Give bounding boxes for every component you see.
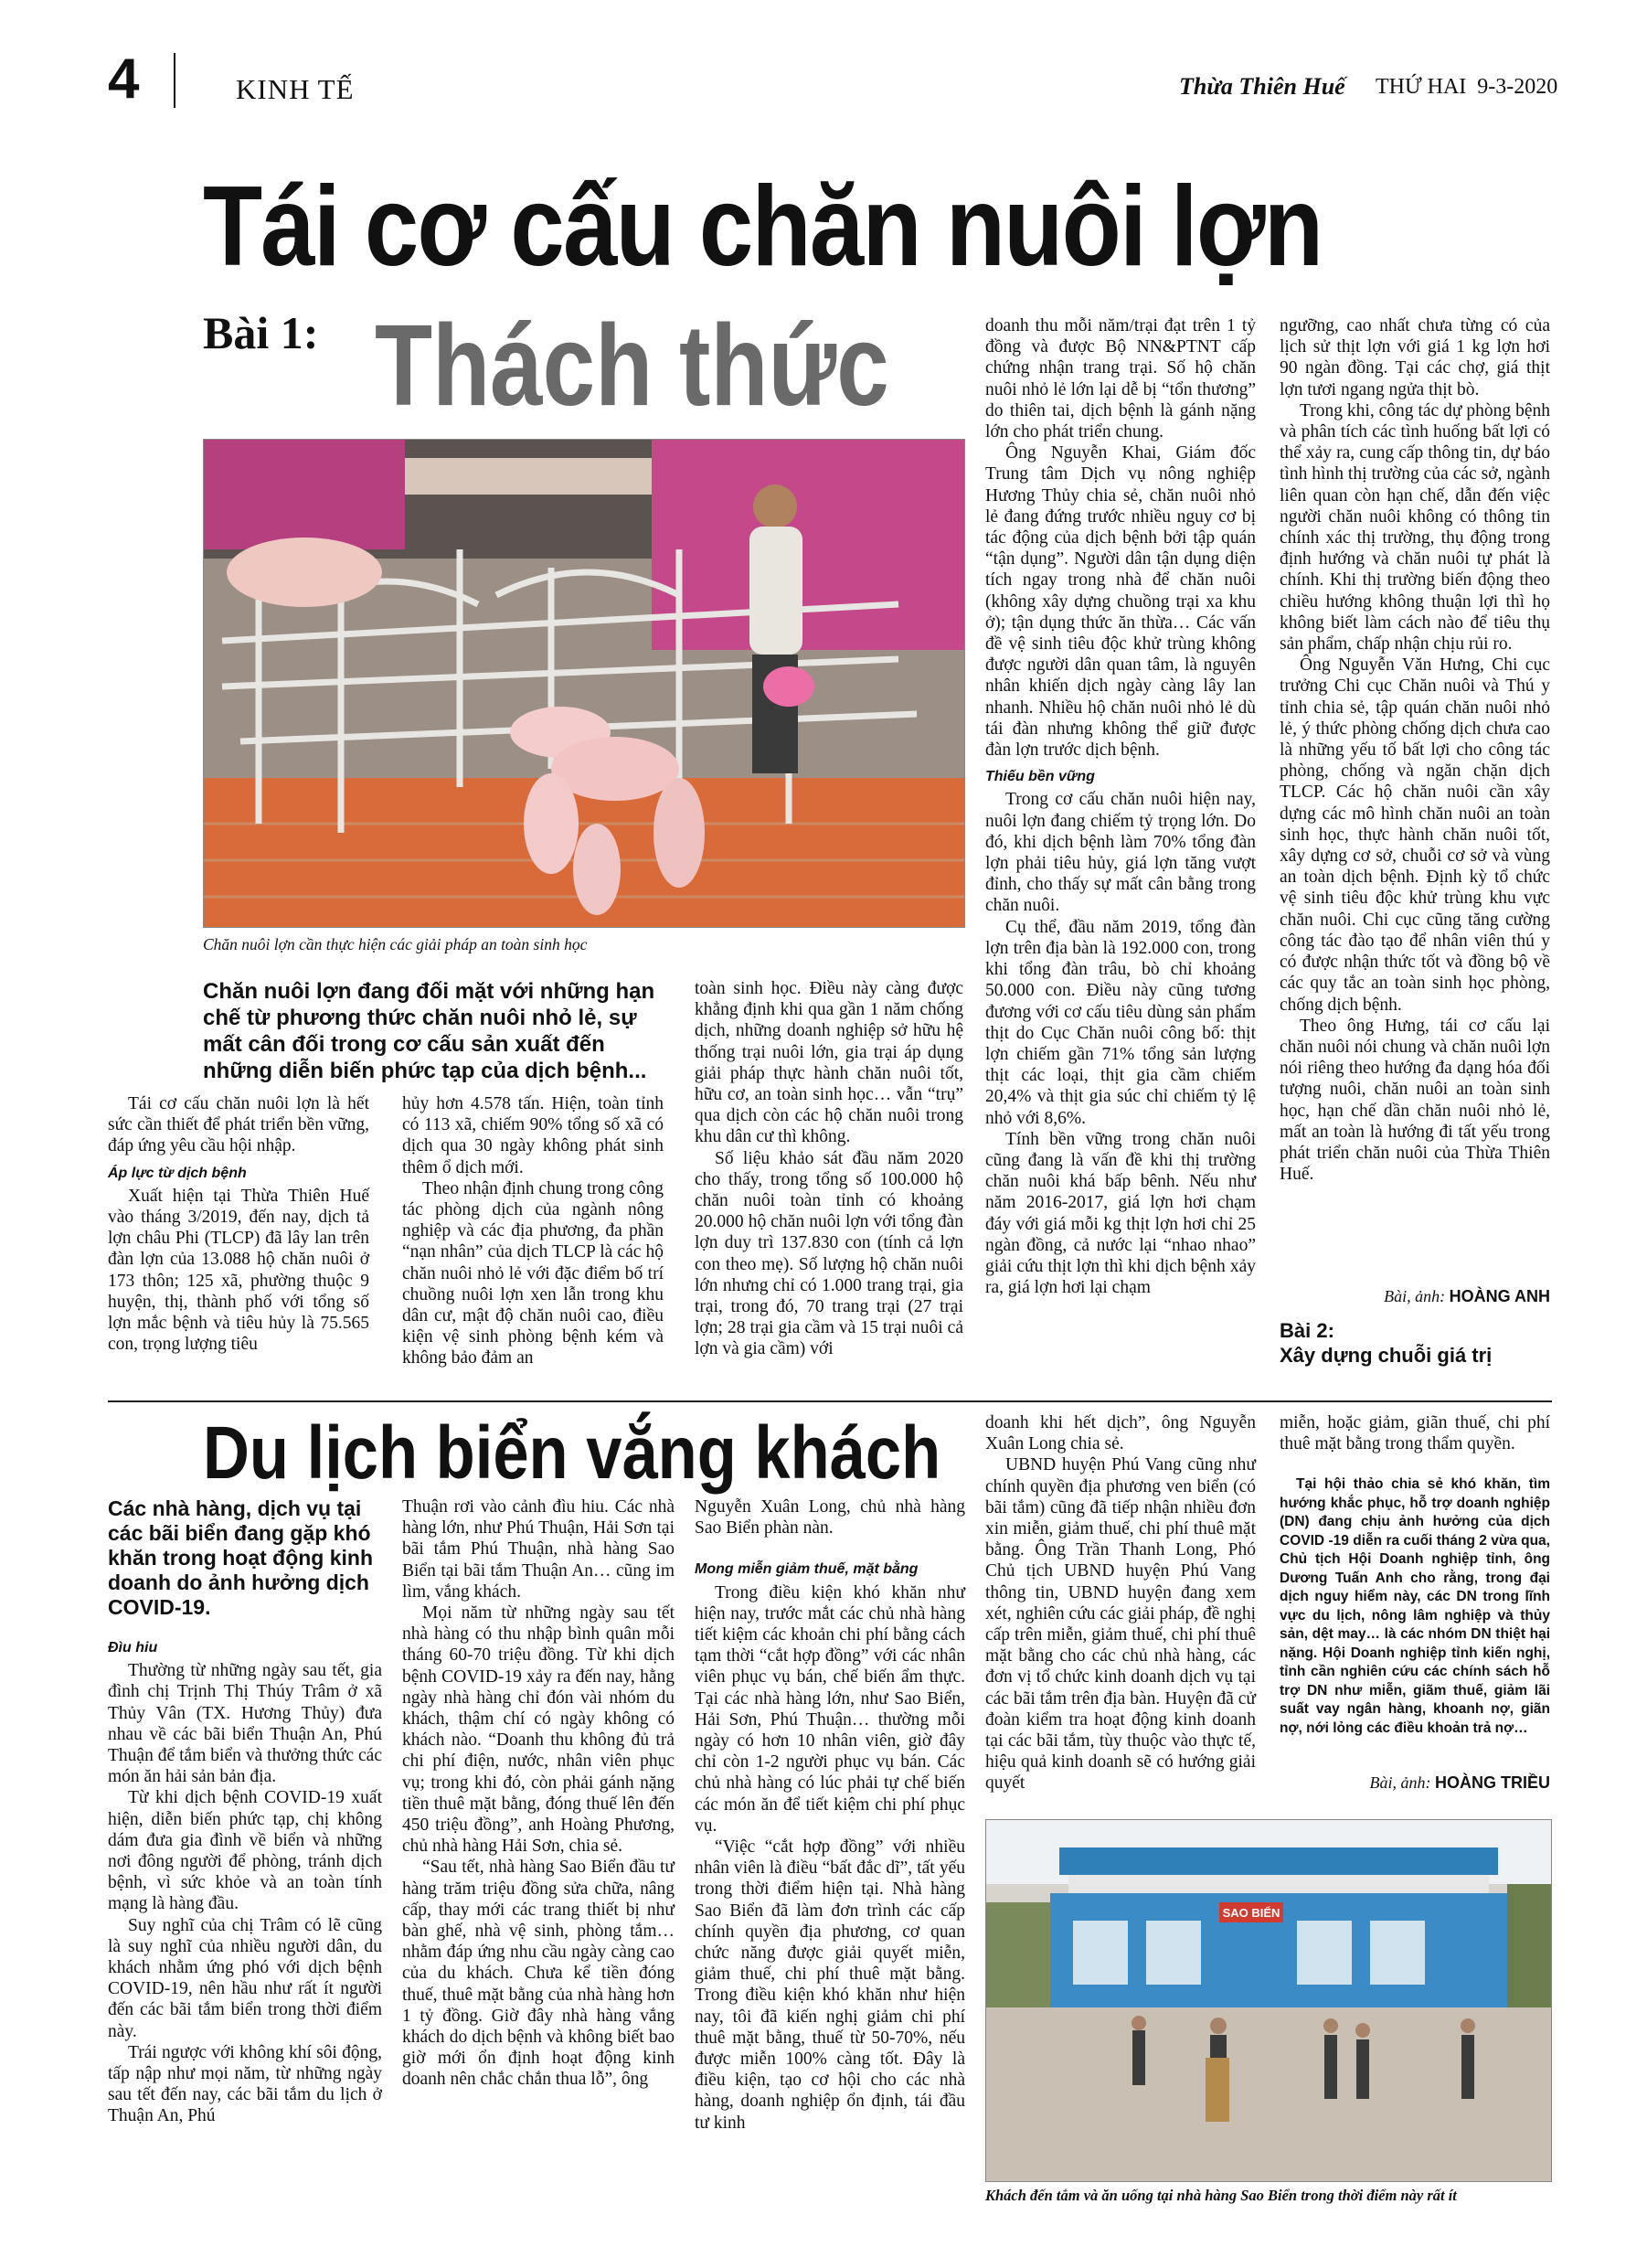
paragraph: Theo nhận định chung trong công tác phòng dịch của ngành nông nghiệp và các địa phương, đa phần “nạn nhân” của dịch TLCP là các hộ chăn nuôi nhỏ lẻ với đặc điểm bố trí chuồng nuôi lợn xen lẫn trong khu dân cư, mật độ chăn nuôi cao, điều kiện vệ sinh phòng bệnh kém và không bảo đảm an xyxy=(402,1178,664,1368)
pig-farm-photo xyxy=(203,439,965,928)
article1-col5 xyxy=(1280,315,1550,1185)
article2-col2 xyxy=(402,1496,675,2091)
paragraph: UBND huyện Phú Vang cũng như chính quyền địa phương ven biển (có bãi tắm) cũng đã tiếp nhận nhiều đơn xin miễn, giảm thuế, chi phí thuê mặt bằng. Ông Trần Thanh Long, Phó Chủ tịch UBND huyện Phú Vang thông tin, UBND huyện đang xem xét, nghiên cứu các giải pháp, đề nghị cấp trên miễn, giảm thuế, chi phí thuê mặt bằng cho các chủ nhà hàng, các đơn vị tổ chức kinh doanh dịch vụ tại các bãi tắm trên địa bàn. Huyện đã cử đoàn kiểm tra hoạt động kinh doanh tại các bãi tắm, tùy thuộc vào thực tế, hiệu quả kinh doanh sẽ có hướng giải quyết xyxy=(985,1455,1256,1794)
byline-name: HOÀNG ANH xyxy=(1449,1287,1550,1305)
info-box-text: Tại hội thảo chia sẻ khó khăn, tìm hướng khắc phục, hỗ trợ doanh nghiệp (DN) đang chịu ảnh hưởng của dịch COVID -19 diễn ra cuối tháng 2 vừa qua, Chủ tịch Hội Doanh nghiệp tỉnh, ông Dương Tuấn Anh cho rằng, trong đại dịch nguy hiểm này, các DN trong lĩnh vực du lịch, nông lâm nghiệp và thủy sản, dệt may… là các nhóm DN thiệt hại nặng. Hội Doanh nghiệp tỉnh kiến nghị, tỉnh cần nghiên cứu các chính sách hỗ trợ DN như miễn, giãm thuế, giảm lãi suất vay ngân hàng, khoanh nợ, giãn nợ, nới lỏng các điều khoản trả nợ… xyxy=(1280,1476,1550,1736)
subheading: Mong miễn giảm thuế, mặt bằng xyxy=(695,1561,919,1578)
issue-date: THỨ HAI 9-3-2020 xyxy=(1376,75,1558,99)
paragraph: Suy nghĩ của chị Trâm có lẽ cũng là suy nghĩ của nhiều người dân, du khách nhằm ứng phó với dịch bệnh COVID-19, nên hầu như rất ít người đến các bãi tắm biển trong thời điểm này. xyxy=(108,1915,382,2041)
restaurant-sign: SAO BIỂN xyxy=(1222,1906,1280,1920)
next-part xyxy=(1280,1318,1550,1368)
paragraph: Theo ông Hưng, tái cơ cấu lại chăn nuôi nói chung và chăn nuôi lợn nói riêng theo hướng đa dạng hóa đối tượng nuôi, chăn nuôi an toàn sinh học, hạn chế dần chăn nuôi nhỏ lẻ, mất an toàn là hướng đi tất yếu trong phát triển chăn nuôi của Thừa Thiên Huế. xyxy=(1280,1016,1550,1185)
paragraph: Trong khi, công tác dự phòng bệnh và phân tích các tình huống bất lợi có thể xảy ra, cung cấp thông tin, dự báo tình hình thị trường của các sở, ngành liên quan còn hạn chế, dẫn đến việc người chăn nuôi không có thông tin chính xác thị trường, thụ động trong định hướng và chăn nuôi tự phát là chính. Khi thị trường biến động theo chiều hướng không thuận lợi thì họ không biết làm cách nào để tiêu thụ sản phẩm, chấp nhận chịu rủi ro. xyxy=(1280,400,1550,655)
paragraph: doanh thu mỗi năm/trại đạt trên 1 tỷ đồng và được Bộ NN&PTNT cấp chứng nhận trang trại. Số hộ chăn nuôi nhỏ lẻ lớn lại dễ bị “tổn thương” do thiên tai, dịch bệnh là gánh nặng lớn cho phát triển chung. xyxy=(985,316,1256,442)
paragraph: Ông Nguyễn Khai, Giám đốc Trung tâm Dịch vụ nông nghiệp Hương Thủy chia sẻ, chăn nuôi nhỏ lẻ đang đứng trước nhiều nguy cơ bị tác động của dịch bệnh bởi tập quán “tận dụng”. Người dân tận dụng diện tích ngay trong nhà để chăn nuôi (không xây dựng chuồng trại xa khu ở); tận dụng thức ăn thừa… Các vấn đề vệ sinh tiêu độc khử trùng không được người dân quan tâm, là nguyên nhân khiến dịch ngày càng lây lan nhanh. Nhiều hộ chăn nuôi nhỏ lẻ dù tái đàn nhưng không thể giữ được đàn lợn trước dịch bệnh. xyxy=(985,443,1256,761)
paragraph: Số liệu khảo sát đầu năm 2020 cho thấy, trong tổng số 100.000 hộ chăn nuôi toàn tỉnh có khoảng 20.000 hộ chăn nuôi lợn với tổng đàn lợn duy trì 137.830 con (tính cả lợn con theo mẹ). Số lượng hộ chăn nuôi lớn nhưng chỉ có 1.000 trang trại, gia trại, trong đó, 70 trang trại (27 trại lợn; 28 trại gia cầm và 15 trại nuôi cả lợn và gia cầm) với xyxy=(695,1148,963,1359)
paragraph: Tái cơ cấu chăn nuôi lợn là hết sức cần thiết để phát triển bền vững, đáp ứng yêu cầu hội nhập. xyxy=(108,1094,369,1156)
paragraph: Xuất hiện tại Thừa Thiên Huế vào tháng 3/2019, đến nay, dịch tả lợn châu Phi (TLCP) đã lây lan trên đàn lợn của 13.088 hộ chăn nuôi ở 173 thôn; 125 xã, phường thuộc 9 huyện, thị, thành phố với tổng số lợn mắc bệnh và tiêu hủy là 75.565 con, trọng lượng tiêu xyxy=(108,1186,369,1355)
byline-label: Bài, ảnh: xyxy=(1369,1773,1431,1792)
lead-paragraph: Chăn nuôi lợn đang đối mặt với những hạn chế từ phương thức chăn nuôi nhỏ lẻ, sự mất cân đối trong cơ cấu sản xuất đến những diễn biến phức tạp của dịch bệnh... xyxy=(203,979,655,1083)
paragraph: Cụ thể, đầu năm 2019, tổng đàn lợn trên địa bàn là 192.000 con, trong khi tổng đàn trâu, bò chỉ khoảng 50.000 con. Điều này cũng tương đương với cơ cấu tiêu dùng sản phẩm thịt do Cục Chăn nuôi công bố: thịt lợn chiếm gần 71% tổng sản lượng thịt các loại, thịt gia cầm chiếm 20,4% và thịt gia súc chỉ chiếm tỷ lệ nhỏ với 8,6%. xyxy=(985,917,1256,1128)
paragraph: Thường từ những ngày sau tết, gia đình chị Trịnh Thị Thúy Trâm ở xã Thủy Vân (TX. Hương Thủy) đưa nhau về các bãi biển Thuận An, Phú Thuận để tắm biển và thưởng thức các món ăn hải sản bản địa. xyxy=(108,1661,382,1787)
subheading: Đìu hiu xyxy=(108,1640,158,1656)
lead-paragraph: Các nhà hàng, dịch vụ tại các bãi biển đang gặp khó khăn trong hoạt động kinh doanh do ảnh hưởng dịch COVID-19. xyxy=(108,1496,374,1619)
article2-byline xyxy=(1280,1773,1550,1793)
paragraph: “Việc “cắt hợp đồng” với nhiều nhân viên là điều “bất đắc dĩ”, tất yếu trong thời điểm hiện tại. Nhà hàng Sao Biển đã làm đơn trình các cấp chính quyền địa phương, cơ quan chức năng được giải quyết miễn, giảm thuế, chi phí thuê mặt bằng. Trong điều kiện khó khăn như hiện nay, tôi đã kiến nghị giảm chi phí thuê mặt bằng, thuế từ 50-70%, nếu được miễn 100% càng tốt. Đây là điều kiện, tạo cơ hội cho các nhà hàng, doanh nghiệp ổn định, tái đầu tư kinh xyxy=(695,1837,965,2133)
paragraph: ngưỡng, cao nhất chưa từng có của lịch sử thịt lợn với giá 1 kg lợn hơi 90 ngàn đồng. Tại các chợ, giá thịt lợn tươi ngang ngửa thịt bò. xyxy=(1280,316,1550,399)
paragraph: Trong điều kiện khó khăn như hiện nay, trước mắt các chủ nhà hàng tiết kiệm các khoản chi phí bằng cách tạm thời “cắt hợp đồng” với các nhân viên phục vụ bán, chế biến ẩm thực. Tại các nhà hàng lớn, như Sao Biển, Hải Sơn, Phú Thuận… thường mỗi ngày có hơn 10 nhân viên, giờ đây chỉ còn 1-2 người phục vụ bán. Các chủ nhà hàng có lúc phải tự chế biến các món ăn để tiết kiệm chi phí phục vụ. xyxy=(695,1582,965,1836)
paragraph: toàn sinh học. Điều này càng được khẳng định khi qua gần 1 năm chống dịch, những doanh nghiệp sở hữu hệ thống trại nuôi lớn, gia trại áp dụng giải pháp thực hành chăn nuôi tốt, hữu cơ, an toàn sinh học… vẫn “trụ” qua dịch còn các hộ chăn nuôi trong khu dân cư thì không. xyxy=(695,979,963,1147)
photo-caption: Khách đến tắm và ăn uống tại nhà hàng Sao Biển trong thời điểm này rất ít xyxy=(985,2187,1457,2204)
subheading: Áp lực từ dịch bệnh xyxy=(108,1165,247,1181)
byline-label: Bài, ảnh: xyxy=(1384,1287,1446,1305)
subheadline: Thách thức xyxy=(375,301,889,430)
paragraph: Trong cơ cấu chăn nuôi hiện nay, nuôi lợn đang chiếm tỷ trọng lớn. Do đó, khi dịch bệnh làm 70% tổng đàn lợn phải tiêu hủy, giá lợn tăng vượt đỉnh, cho thấy sự mất cân bằng trong chăn nuôi. xyxy=(985,790,1256,916)
paragraph: Tính bền vững trong chăn nuôi cũng đang là vấn đề khi thị trường chăn nuôi khá bấp bênh. Nếu như năm 2016-2017, giá lợn hơi chạm đáy với giá mỗi kg thịt lợn hơi chỉ 25 ngàn đồng, cả nước lại “nhao nhao” giải cứu thịt lợn thì khi dịch bệnh xảy ra, giá lợn hơi lại chạm xyxy=(985,1129,1256,1298)
page-number: 4 xyxy=(108,48,140,111)
byline-name: HOÀNG TRIỀU xyxy=(1435,1773,1550,1792)
paragraph: “Sau tết, nhà hàng Sao Biển đầu tư hàng trăm triệu đồng sửa chữa, nâng cấp, thay mới các trang thiết bị như bàn ghế, nhà vệ sinh, phòng tắm… nhằm đáp ứng nhu cầu ngày càng cao của du khách. Chưa kể tiền đóng thuế, thuê mặt bằng của nhà hàng hơn 1 tỷ đồng. Giờ đây nhà hàng vắng khách do dịch bệnh và không biết bao giờ mới ổn định hoạt động kinh doanh nên chắc chắn thua lỗ”, ông xyxy=(402,1858,675,2090)
article1-col2 xyxy=(402,1093,664,1369)
paragraph: Nguyễn Xuân Long, chủ nhà hàng Sao Biển phàn nàn. xyxy=(695,1497,965,1539)
next-part-label: Bài 2: xyxy=(1280,1319,1334,1342)
article-separator xyxy=(108,1400,1552,1402)
article2-col4 xyxy=(985,1412,1256,1794)
paragraph: Ông Nguyễn Văn Hưng, Chi cục trưởng Chi cục Chăn nuôi và Thú y tỉnh chia sẻ, tập quán chăn nuôi nhỏ lẻ, ý thức phòng chống dịch chưa cao là những yếu tố bất lợi cho công tác phòng, chống và ngăn chặn dịch TLCP. Các hộ chăn nuôi cần xây dựng các mô hình chăn nuôi an toàn sinh học, thực hành chăn nuôi tốt, xây dựng cơ sở, chuỗi cơ sở và vùng an toàn dịch bệnh. Định kỳ tổ chức vệ sinh tiêu độc khử trùng khu vực chăn nuôi. Chi cục cũng tăng cường công tác đào tạo để nhân viên thú y có được nhận thức tốt và đồng bộ về các quy tắc an toàn sinh học phòng, chống dịch bệnh. xyxy=(1280,655,1550,1015)
paragraph: Trái ngược với không khí sôi động, tấp nập như mọi năm, từ những ngày sau tết đến nay, các bãi tắm du lịch ở Thuận An, Phú xyxy=(108,2042,382,2126)
article1-col3 xyxy=(695,978,963,1360)
subheading: Thiếu bền vững xyxy=(985,769,1095,785)
headline: Du lịch biển vắng khách xyxy=(203,1411,941,1495)
header-divider xyxy=(174,53,175,108)
next-part-title: Xây dựng chuỗi giá trị xyxy=(1280,1344,1493,1367)
paragraph: Mọi năm từ những ngày sau tết nhà hàng có thu nhập bình quân mỗi tháng 60-70 triệu đồng. Từ khi dịch bệnh COVID-19 xảy ra đến nay, hằng ngày nhà hàng chỉ đón vài nhóm du khách, thậm chí có ngày không có khách nào. “Doanh thu không đủ trả chi phí điện, nước, nhân viên phục vụ; trong khi đó, còn phải gánh nặng tiền thuê mặt bằng, đóng thuế lên đến 450 triệu đồng”, anh Hoàng Phương, chủ nhà hàng Hải Sơn, chia sẻ. xyxy=(402,1603,675,1857)
article1-col4 xyxy=(985,315,1256,1298)
section-title: KINH TẾ xyxy=(236,73,355,105)
photo-caption: Chăn nuôi lợn cần thực hiện các giải pháp an toàn sinh học xyxy=(203,935,588,953)
headline: Tái cơ cấu chăn nuôi lợn xyxy=(203,164,1323,290)
article2-col1 xyxy=(108,1632,382,2127)
info-box xyxy=(1280,1475,1550,1738)
article2-col5 xyxy=(1280,1412,1550,1454)
paragraph: hủy hơn 4.578 tấn. Hiện, toàn tỉnh có 113 xã, chiếm 90% tổng số xã có dịch qua 30 ngày không phát sinh thêm ổ dịch mới. xyxy=(402,1094,664,1177)
article1-byline xyxy=(1280,1287,1550,1306)
paragraph: miễn, hoặc giảm, giãn thuế, chi phí thuê mặt bằng trong thẩm quyền. xyxy=(1280,1413,1550,1454)
article2-col3 xyxy=(695,1496,965,2134)
newspaper-name: Thừa Thiên Huế xyxy=(1179,73,1345,100)
beach-restaurant-photo xyxy=(985,1819,1552,2182)
series-label: Bài 1: xyxy=(203,307,319,358)
paragraph: doanh khi hết dịch”, ông Nguyễn Xuân Long chia sẻ. xyxy=(985,1413,1256,1454)
paragraph: Từ khi dịch bệnh COVID-19 xuất hiện, diễn biến phức tạp, chị không dám đưa gia đình về biển và những nơi đông người để phòng, tránh dịch bệnh, vì sức khỏe và an toàn tính mạng là hàng đầu. xyxy=(108,1788,382,1914)
article1-col1 xyxy=(108,1093,369,1355)
paragraph: Thuận rơi vào cảnh đìu hiu. Các nhà hàng lớn, như Phú Thuận, Hải Sơn tại bãi tắm Phú Thuận, nhà hàng Sao Biển tại bãi tắm Thuận An… cũng im lìm, vắng khách. xyxy=(402,1497,675,1602)
